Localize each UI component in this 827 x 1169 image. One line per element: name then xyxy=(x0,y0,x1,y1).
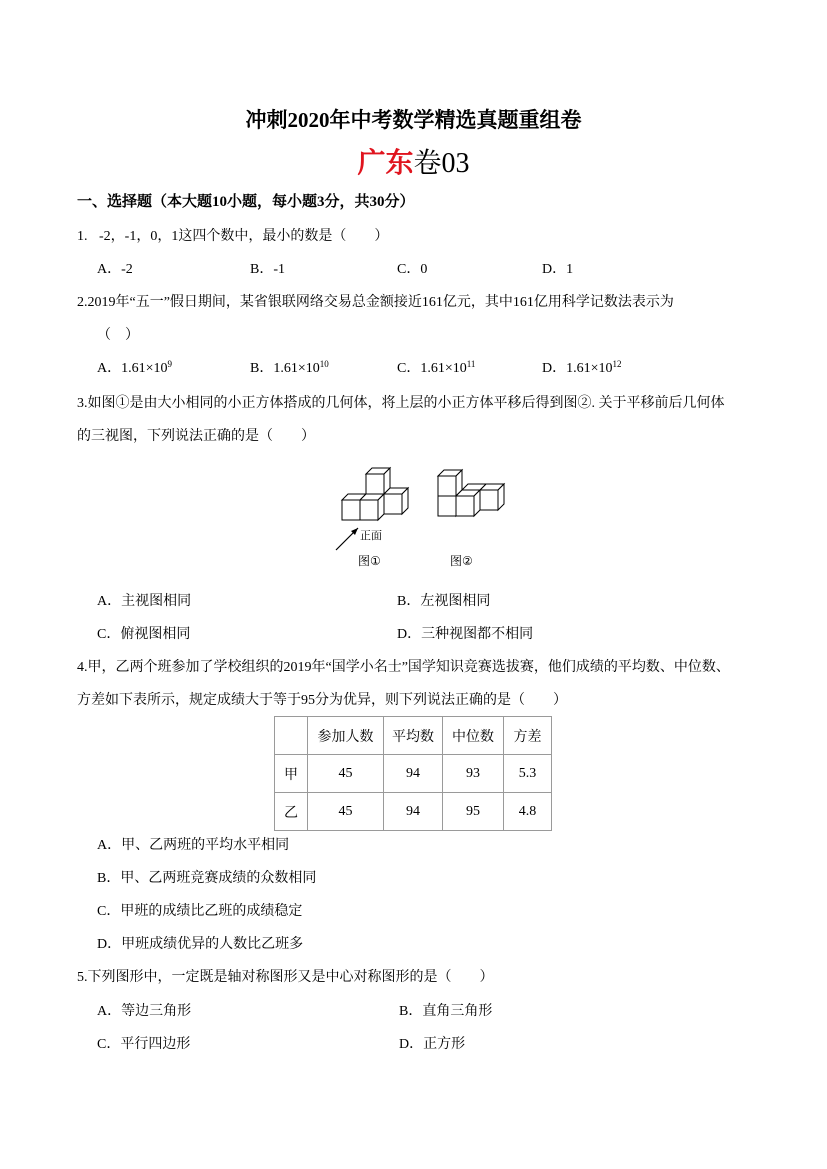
table-cell: 93 xyxy=(443,755,504,793)
table-cell: 5.3 xyxy=(504,755,552,793)
q5-option-c[interactable]: C．平行四边形 xyxy=(97,1037,191,1052)
question-2-line-2: （ ） xyxy=(97,328,139,343)
q5-option-a[interactable]: A．等边三角形 xyxy=(97,1004,192,1019)
q1-option-d[interactable]: D．1 xyxy=(542,262,574,277)
table-cell: 94 xyxy=(384,755,443,793)
figure-1-cubes xyxy=(342,468,408,520)
figure-2-cubes xyxy=(438,470,504,516)
q2-option-b[interactable] xyxy=(250,359,329,376)
question-4-line-2: 方差如下表所示，规定成绩大于等于95分为优异，则下列说法正确的是（ ） xyxy=(77,693,567,708)
table-header-cell: 方差 xyxy=(504,717,552,755)
subtitle-paper: 卷03 xyxy=(413,148,470,179)
q2-option-d[interactable] xyxy=(542,359,622,376)
question-4-line-1: 4.甲，乙两个班参加了学校组织的2019年“国学小名士”国学知识竞赛选拔赛，他们成绩的平均数、中位数、 xyxy=(77,660,730,675)
question-5: 5.下列图形中，一定既是轴对称图形又是中心对称图形的是（ ） xyxy=(77,970,494,985)
q2-option-a-base: A．1.61×10 xyxy=(97,361,168,376)
table-cell: 45 xyxy=(308,793,384,831)
q1-option-a[interactable]: A．-2 xyxy=(97,262,133,277)
q2-option-d-base: D．1.61×10 xyxy=(542,361,613,376)
q5-option-d[interactable]: D．正方形 xyxy=(399,1037,466,1052)
question-3-line-2: 的三视图，下列说法正确的是（ ） xyxy=(77,429,315,444)
question-1 xyxy=(77,230,388,244)
exam-title: 冲刺2020年中考数学精选真题重组卷 xyxy=(245,108,582,132)
q3-option-d[interactable]: D．三种视图都不相同 xyxy=(397,627,534,642)
q2-option-d-exponent: 12 xyxy=(612,359,622,369)
question-2-line-1: 2.2019年“五一”假日期间，某省银联网络交易总金额接近161亿元，其中161亿用科学记数法表示为 xyxy=(77,295,674,310)
question-1-text: -2，-1，0，1这四个数中，最小的数是（ ） xyxy=(99,229,389,244)
score-stats-table xyxy=(274,716,552,831)
table-cell: 4.8 xyxy=(504,793,552,831)
section-heading: 一、选择题（本大题10小题，每小题3分，共30分） xyxy=(77,194,415,210)
table-header-row xyxy=(275,717,552,755)
q4-option-c[interactable]: C．甲班的成绩比乙班的成绩稳定 xyxy=(97,904,303,919)
q2-option-c[interactable] xyxy=(397,359,476,376)
q3-option-a[interactable]: A．主视图相同 xyxy=(97,594,192,609)
q4-option-d[interactable]: D．甲班成绩优异的人数比乙班多 xyxy=(97,937,304,952)
front-label: 正面 xyxy=(360,529,382,542)
table-header-cell: 平均数 xyxy=(384,717,443,755)
table-cell: 甲 xyxy=(275,755,308,793)
exam-subtitle xyxy=(0,150,827,178)
table-row xyxy=(275,793,552,831)
table-header-cell: 中位数 xyxy=(443,717,504,755)
table-header-cell: 参加人数 xyxy=(308,717,384,755)
table-cell: 45 xyxy=(308,755,384,793)
q2-option-a-exponent: 9 xyxy=(167,359,173,369)
q2-option-a[interactable] xyxy=(97,359,173,376)
table-cell: 95 xyxy=(443,793,504,831)
q4-option-a[interactable]: A．甲、乙两班的平均水平相同 xyxy=(97,838,290,853)
table-cell: 94 xyxy=(384,793,443,831)
q2-option-c-base: C．1.61×10 xyxy=(397,361,467,376)
figure-1-label: 图① xyxy=(358,554,381,568)
cube-figures xyxy=(330,462,520,572)
subtitle-province: 广东 xyxy=(357,148,414,179)
q4-option-b[interactable]: B．甲、乙两班竞赛成绩的众数相同 xyxy=(97,871,317,886)
question-3-line-1: 3.如图①是由大小相同的小正方体搭成的几何体，将上层的小正方体平移后得到图②. 关于平移前后几何体 xyxy=(77,396,725,411)
q3-option-b[interactable]: B．左视图相同 xyxy=(397,594,491,609)
q2-option-b-exponent: 10 xyxy=(319,359,329,369)
q1-option-c[interactable]: C．0 xyxy=(397,262,428,277)
figure-2-label: 图② xyxy=(450,554,473,568)
q1-option-b[interactable]: B．-1 xyxy=(250,262,285,277)
q2-option-b-base: B．1.61×10 xyxy=(250,361,320,376)
question-1-number: 1. xyxy=(77,229,88,244)
q3-option-c[interactable]: C．俯视图相同 xyxy=(97,627,191,642)
table-row xyxy=(275,755,552,793)
q2-option-c-exponent: 11 xyxy=(466,359,476,369)
table-cell: 乙 xyxy=(275,793,308,831)
q5-option-b[interactable]: B．直角三角形 xyxy=(399,1004,493,1019)
table-header-cell xyxy=(275,717,308,755)
